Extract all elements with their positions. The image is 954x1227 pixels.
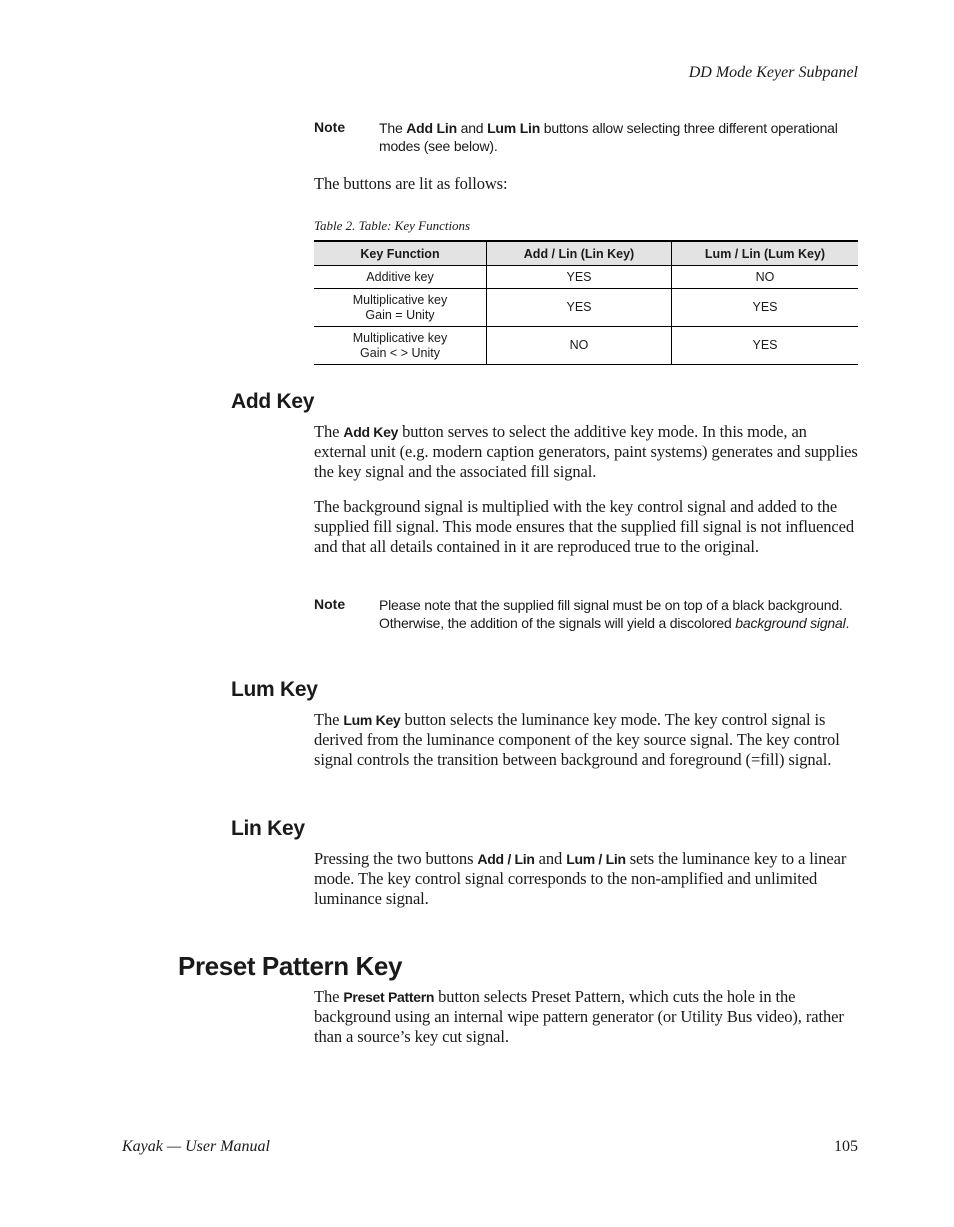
note-text: The Add Lin and Lum Lin buttons allow selecting three different operational modes (see below). (379, 120, 838, 154)
table-row (314, 289, 858, 327)
section-heading-preset-pattern-key: Preset Pattern Key (178, 951, 403, 981)
table-cell: Multiplicative key Gain = Unity (314, 289, 487, 327)
table-cell: Additive key (314, 266, 487, 289)
section-heading-lin-key: Lin Key (231, 817, 305, 840)
table-cell: Multiplicative key Gain < > Unity (314, 327, 487, 365)
note-label: Note (314, 119, 346, 135)
table-cell: YES (487, 266, 672, 289)
footer-page-number: 105 (834, 1138, 858, 1155)
intro-paragraph: The buttons are lit as follows: (314, 174, 508, 193)
table-cell: NO (487, 327, 672, 365)
lum-key-paragraph: The Lum Key button selects the luminance key mode. The key control signal is derived from the luminance component of the key source signal. The key control signal controls the transition between background and foreground (=fill) signal. (314, 710, 840, 769)
section-heading-lum-key: Lum Key (231, 678, 318, 701)
footer-manual-title: Kayak — User Manual (122, 1138, 270, 1155)
preset-pattern-paragraph: The Preset Pattern button selects Preset Pattern, which cuts the hole in the background using an internal wipe pattern generator (or Utility Bus video), rather than a source’s key cut signal. (314, 987, 844, 1046)
note-text: Please note that the supplied fill signal must be on top of a black background. Otherwise, the addition of the signals will yield a discolored background signal. (379, 597, 850, 631)
table-header-cell: Add / Lin (Lin Key) (487, 241, 672, 266)
add-key-paragraph-2: The background signal is multiplied with the key control signal and added to the supplied fill signal. This mode ensures that the supplied fill signal is not influenced and that all details contained in it are reproduced true to the original. (314, 497, 854, 556)
key-functions-table (314, 240, 858, 365)
add-key-paragraph-1: The Add Key button serves to select the additive key mode. In this mode, an external unit (e.g. modern caption generators, paint systems) generates and supplies the key signal and the associated fill signal. (314, 422, 858, 481)
table-header-cell: Lum / Lin (Lum Key) (672, 241, 859, 266)
note-fill-signal (314, 596, 858, 632)
table-header-row (314, 241, 858, 266)
table-cell: YES (672, 327, 859, 365)
note-label: Note (314, 596, 346, 612)
table-cell: YES (487, 289, 672, 327)
table-cell: YES (672, 289, 859, 327)
note-add-lin-lum-lin (314, 119, 858, 155)
lin-key-paragraph: Pressing the two buttons Add / Lin and Lum / Lin sets the luminance key to a linear mode. The key control signal corresponds to the non-amplified and unlimited luminance signal. (314, 849, 847, 908)
section-heading-add-key: Add Key (231, 390, 315, 413)
table-row (314, 266, 858, 289)
table-header-cell: Key Function (314, 241, 487, 266)
table-row (314, 327, 858, 365)
table-cell: NO (672, 266, 859, 289)
running-header: DD Mode Keyer Subpanel (688, 64, 858, 81)
table-caption: Table 2. Table: Key Functions (314, 218, 471, 233)
